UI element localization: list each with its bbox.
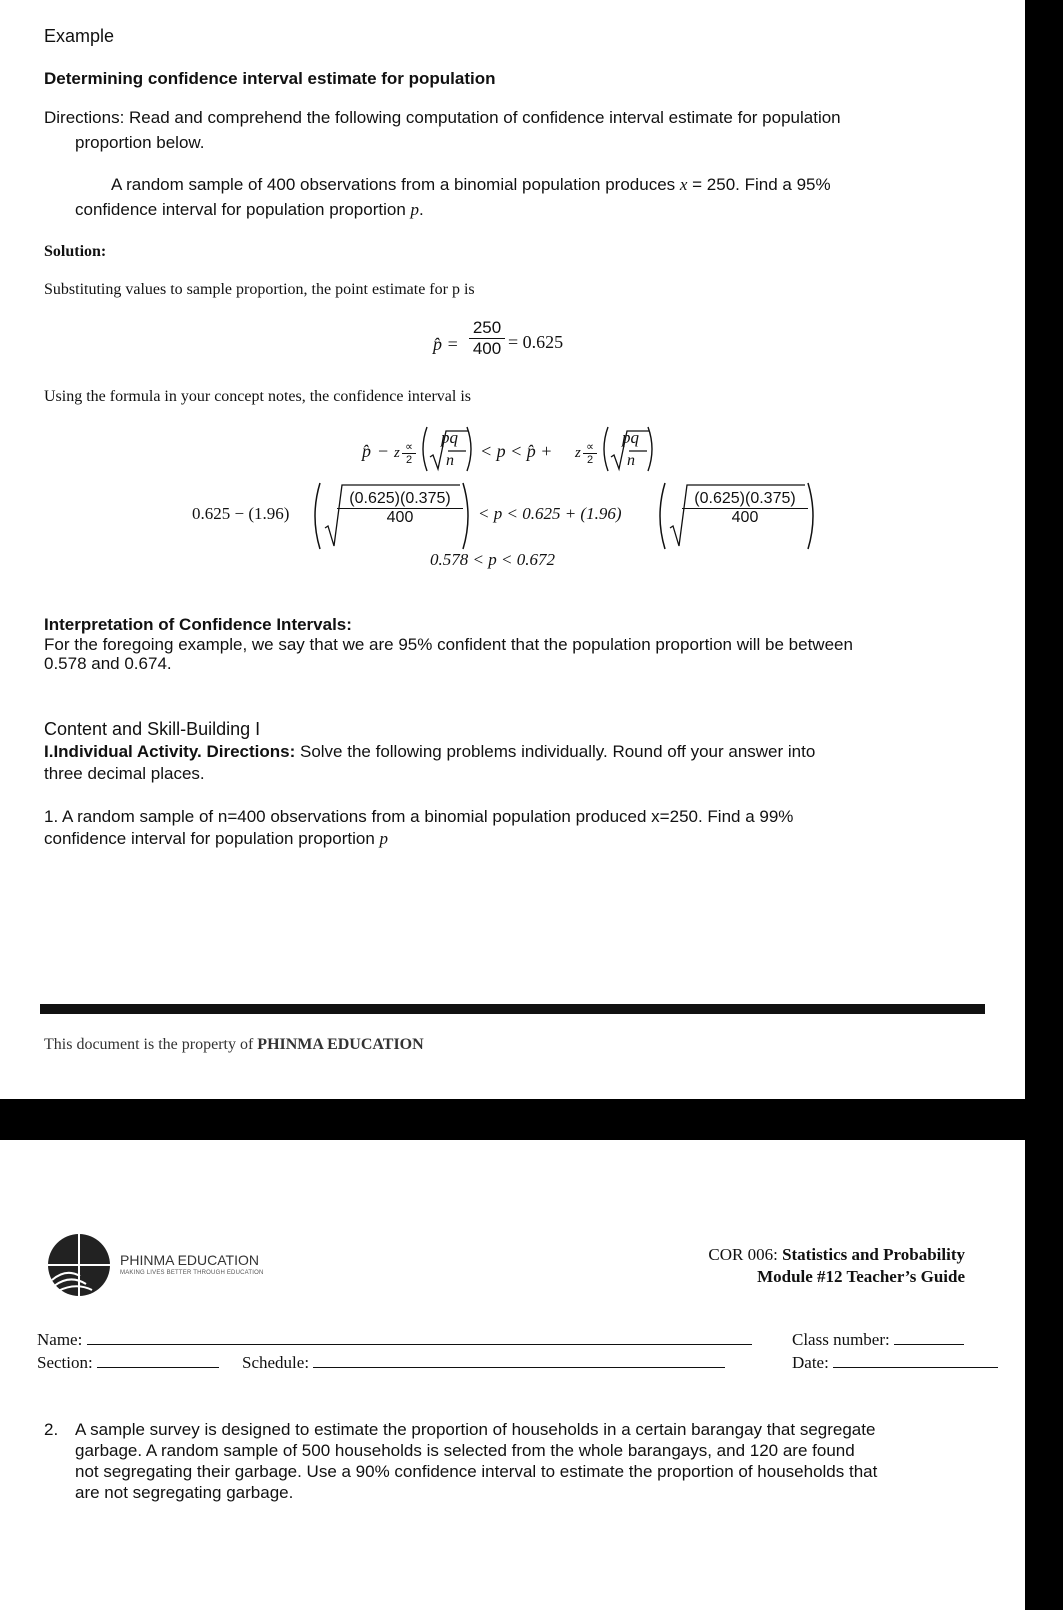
directions-line-1: Directions: Read and comprehend the following computation of confidence interval estimate for population — [44, 108, 841, 127]
footer-property-notice: This document is the property of PHINMA EDUCATION — [44, 1036, 424, 1053]
class-number-field[interactable]: Class number: — [792, 1328, 964, 1350]
question-2: 2. A sample survey is designed to estimate the proportion of households in a certain barangay that segregate garbage. A random sample of 500 households is selected from the whole barangays, and 120 are found not segregating their garbage. Use a 90% confidence interval to estimate the proportion of households that are not segregating garbage. — [44, 1420, 878, 1502]
substituting-text: Substituting values to sample proportion, the point estimate for p is — [44, 281, 475, 298]
directions-line-2: proportion below. — [75, 133, 205, 152]
numeric-left-fraction: $\frac{(0.625)(0.375)}{400}$ — [337, 490, 463, 527]
content-section-title: Content and Skill-Building I — [44, 719, 261, 739]
solution-label: Solution: — [44, 243, 107, 260]
module-title: Module #12 Teacher’s Guide — [757, 1267, 965, 1286]
name-field[interactable]: Name: — [37, 1328, 752, 1350]
using-formula-text: Using the formula in your concept notes, the confidence interval is — [44, 388, 471, 405]
document-page-1: Example Determining confidence interval estimate for population Directions: Read and comprehend the following computation of confidence interval estimate for population proportion below. A random sample of 400 observations from a binomial population produces x = 250. Find a 95% confidence interval for population proportion p. Solution: Substituting values to sample proportion, the point estimate for p is p̂ = $\frac{250}{400}$ = 0.625 Using the formula in your concept notes, the confidence interval is p̂ − z ∝ 2 pq n < p < p̂ + z ∝ 2 pq n 0.625 − (1.96) $\frac{(0.625)(0.375)}{400}$ < p < 0.625 + (1.96) $\frac{(0.625)(0.375)}{400}$ 0.578 < p < 0.672 Interpretation of Confidence Intervals: For the foregoing example, we say that we are 95% confident that the population proportion will be between 0.578 and 0.674. Content and Skill-Building I I.Individual Activity. Directions: Solve the following problems individually. Round off your answer into three decimal places. 1. A random sample of n=400 observations from a binomial population produced x=250. Find a 99% confidence interval for population proportion p This document is the property of PHINMA EDUCATION — [0, 0, 1025, 1099]
activity-directions-line-1: I.Individual Activity. Directions: Solve the following problems individually. Round off your answer into — [44, 742, 816, 761]
interval-result: 0.578 < p < 0.672 — [430, 550, 555, 569]
course-header — [708, 1244, 965, 1288]
schedule-field[interactable]: Schedule: — [242, 1351, 725, 1373]
example-label: Example — [44, 26, 115, 46]
activity-directions-line-2: three decimal places. — [44, 764, 205, 783]
question-1-line-2: confidence interval for population proportion p — [44, 829, 388, 848]
numeric-right-fraction: $\frac{(0.625)(0.375)}{400}$ — [682, 490, 808, 527]
course-title: COR 006: Statistics and Probability — [708, 1245, 965, 1264]
problem-statement-line-2: confidence interval for population proportion p. — [75, 200, 424, 219]
logo-name: PHINMA EDUCATION — [120, 1252, 259, 1268]
point-estimate-fraction: $\frac{250}{400}$ — [469, 318, 505, 359]
document-page-2 — [0, 1140, 1025, 1610]
section-field[interactable]: Section: — [37, 1351, 219, 1373]
interpretation-line-2: 0.578 and 0.674. — [44, 654, 172, 673]
problem-statement-line-1: A random sample of 400 observations from a binomial population produces x = 250. Find a 95% — [111, 175, 831, 194]
interpretation-line-1: For the foregoing example, we say that we are 95% confident that the population proportion will be between — [44, 635, 853, 654]
logo-tagline: MAKING LIVES BETTER THROUGH EDUCATION — [120, 1270, 264, 1276]
interpretation-title: Interpretation of Confidence Intervals: — [44, 615, 352, 634]
question-1-line-1: 1. A random sample of n=400 observations from a binomial population produced x=250. Find a 99% — [44, 807, 794, 826]
phinma-logo-icon — [46, 1232, 112, 1298]
footer-divider — [40, 1004, 985, 1014]
section-heading: Determining confidence interval estimate for population — [44, 69, 496, 88]
date-field[interactable]: Date: — [792, 1351, 998, 1373]
